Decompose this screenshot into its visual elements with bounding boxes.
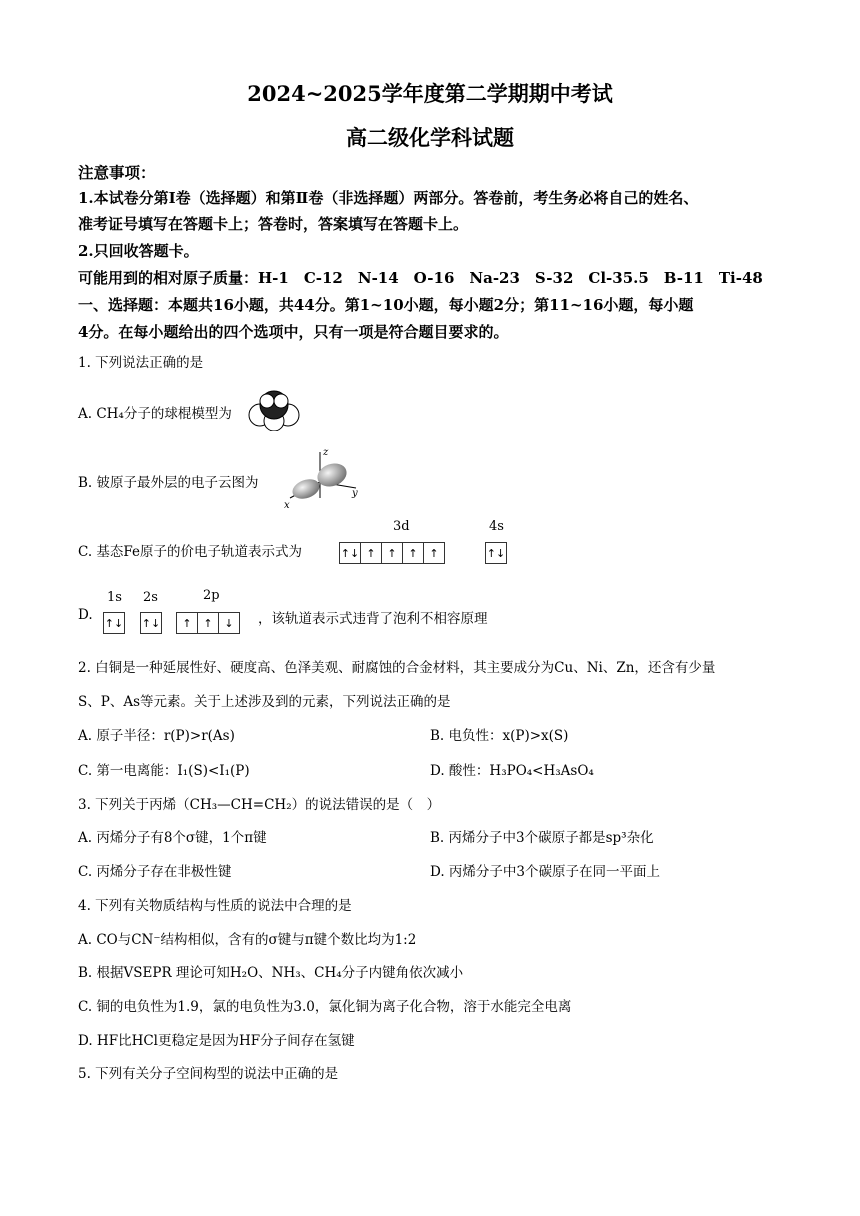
exam-title: 2024~2025学年度第二学期期中考试 [247, 81, 613, 106]
q4-option-c: C. 铜的电负性为1.9，氯的电负性为3.0，氯化铜为离子化合物，溶于水能完全电离 [78, 999, 572, 1015]
q4-option-a: A. CO与CN⁻结构相似，含有的σ键与π键个数比均为1:2 [78, 932, 417, 948]
axis-x-label: x [284, 500, 290, 510]
label-4s: 4s [489, 519, 504, 534]
notice-line-2: 准考证号填写在答题卡上；答卷时，答案填写在答题卡上。 [78, 215, 469, 233]
q4-stem: 4. 下列有关物质结构与性质的说法中合理的是 [78, 898, 352, 914]
notice-heading: 注意事项： [78, 163, 156, 182]
q2-option-a: A. 原子半径：r(P)>r(As) [78, 728, 235, 744]
orbital-2p-boxes [176, 612, 240, 634]
orbital-box: ↑ [381, 542, 403, 564]
q1-option-c: C. 基态Fe原子的价电子轨道表示式为 [78, 544, 303, 560]
q3-stem: 3. 下列关于丙烯（CH₃—CH=CH₂）的说法错误的是（ ） [78, 797, 441, 813]
q2-stem-2: S、P、As等元素。关于上述涉及到的元素，下列说法正确的是 [78, 694, 451, 710]
orbital-box: ↑ [360, 542, 382, 564]
ball-model-icon [246, 385, 304, 431]
section-line-2: 4分。在每小题给出的四个选项中，只有一项是符合题目要求的。 [78, 323, 509, 341]
orbital-box: ↑↓ [140, 612, 162, 634]
axis-y-label: y [352, 488, 358, 499]
orbital-box: ↑ [197, 612, 219, 634]
orbital-box: ↑ [402, 542, 424, 564]
axis-z-label: z [323, 447, 329, 458]
q3-option-c: C. 丙烯分子存在非极性键 [78, 864, 232, 880]
label-2s: 2s [143, 590, 158, 605]
q2-stem-1: 2. 白铜是一种延展性好、硬度高、色泽美观、耐腐蚀的合金材料，其主要成分为Cu、Ni、Zn，还含有少量 [78, 660, 716, 676]
orbital-box: ↓ [218, 612, 240, 634]
q1-stem: 1. 下列说法正确的是 [78, 355, 204, 371]
orbital-box: ↑↓ [485, 542, 507, 564]
label-1s: 1s [107, 590, 122, 605]
label-3d: 3d [393, 519, 410, 534]
orbital-3d-boxes [339, 542, 445, 564]
q4-option-d: D. HF比HCl更稳定是因为HF分子间存在氢键 [78, 1033, 355, 1049]
orbital-1s-box [103, 612, 125, 634]
q4-option-b: B. 根据VSEPR 理论可知H₂O、NH₃、CH₄分子内键角依次减小 [78, 965, 464, 981]
q3-option-d: D. 丙烯分子中3个碳原子在同一平面上 [430, 864, 661, 880]
notice-line-3: 2.只回收答题卡。 [78, 242, 199, 260]
q2-option-d: D. 酸性：H₃PO₄<H₃AsO₄ [430, 763, 594, 779]
label-2p: 2p [203, 588, 220, 603]
q2-option-b: B. 电负性：x(P)>x(S) [430, 728, 569, 744]
orbital-box: ↑ [176, 612, 198, 634]
q1-option-d-prefix: D. [78, 607, 93, 623]
orbital-box: ↑↓ [339, 542, 361, 564]
exam-subtitle: 高二级化学科试题 [346, 125, 514, 150]
atomic-masses: 可能用到的相对原子质量：H-1 C-12 N-14 O-16 Na-23 S-32 Cl-35.5 B-11 Ti-48 [78, 269, 763, 287]
section-line-1: 一、选择题：本题共16小题，共44分。第1~10小题，每小题2分；第11~16小题，每小题 [78, 296, 694, 314]
q2-option-c: C. 第一电离能：I₁(S)<I₁(P) [78, 763, 250, 779]
electron-cloud-icon [280, 444, 368, 510]
q3-option-a: A. 丙烯分子有8个σ键，1个π键 [78, 830, 267, 846]
orbital-2s-box [140, 612, 162, 634]
orbital-box: ↑↓ [103, 612, 125, 634]
notice-line-1: 1.本试卷分第Ⅰ卷（选择题）和第Ⅱ卷（非选择题）两部分。答卷前，考生务必将自己的姓名、 [78, 189, 699, 207]
q3-option-b: B. 丙烯分子中3个碳原子都是sp³杂化 [430, 830, 654, 846]
q1-option-a: A. CH₄分子的球棍模型为 [78, 406, 232, 422]
q5-stem: 5. 下列有关分子空间构型的说法中正确的是 [78, 1066, 339, 1082]
orbital-4s-box [485, 542, 507, 564]
q1-option-d-text: ，该轨道表示式违背了泡利不相容原理 [258, 611, 488, 627]
orbital-box: ↑ [423, 542, 445, 564]
q1-option-b: B. 铍原子最外层的电子云图为 [78, 475, 259, 491]
